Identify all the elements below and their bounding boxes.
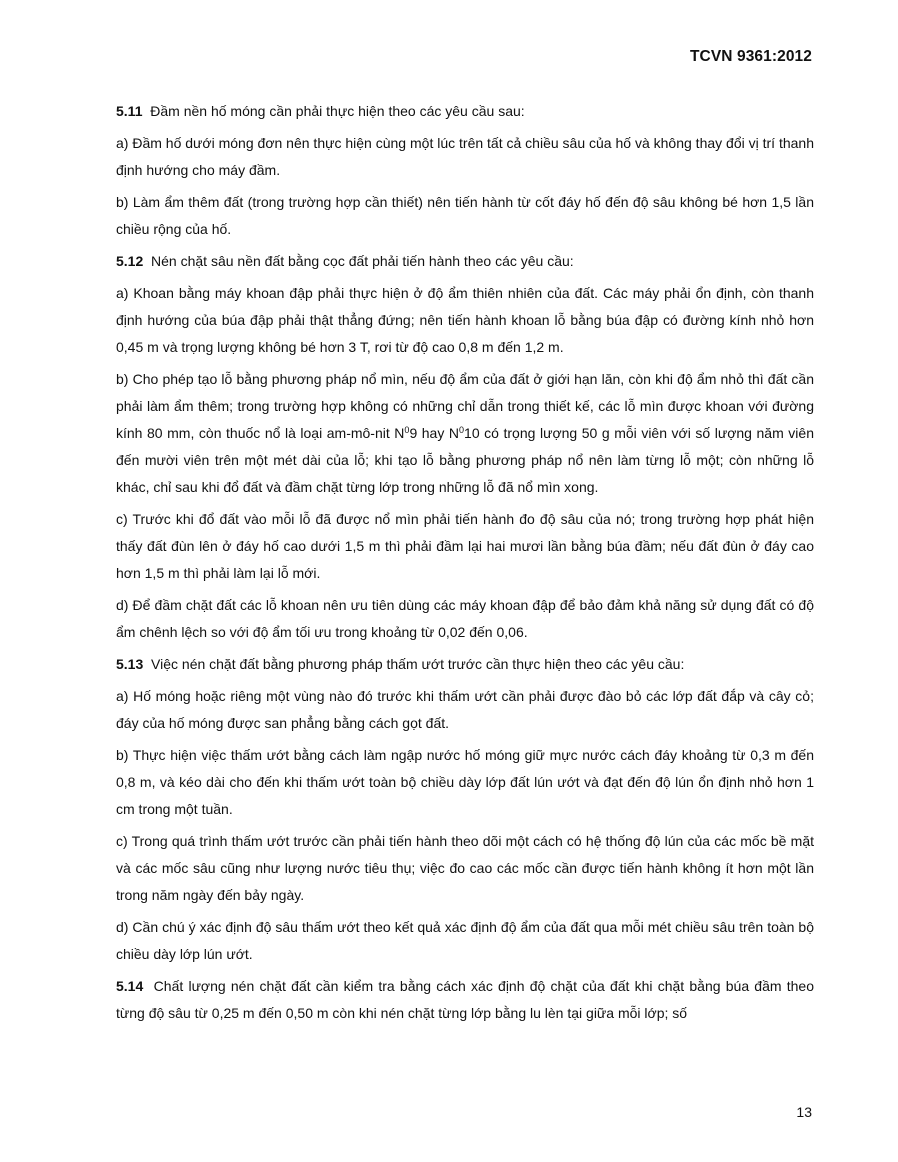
clause-5-11-b: b) Làm ẩm thêm đất (trong trường hợp cần thiết) nên tiến hành từ cốt đáy hố đến độ sâu không bé hơn 1,5 lần chiều rộng của hố. — [116, 194, 814, 237]
clause-5-12 — [116, 248, 814, 275]
document-body — [116, 98, 814, 1032]
clause-number: 5.14 — [116, 978, 144, 994]
standard-code: TCVN 9361:2012 — [689, 48, 812, 65]
clause-5-11 — [116, 98, 814, 125]
page-number: 13 — [796, 1104, 812, 1120]
clause-text: Đầm nền hố móng cần phải thực hiện theo các yêu cầu sau: — [150, 103, 525, 119]
superscript: 0 — [404, 425, 410, 436]
clause-text-part: 9 hay N — [409, 425, 460, 441]
clause-5-12-d: d) Để đầm chặt đất các lỗ khoan nên ưu tiên dùng các máy khoan đập để bảo đảm khả năng sử dụng đất có độ ẩm chênh lệch so với độ ẩm tối ưu trong khoảng từ 0,02 đến 0,06. — [116, 597, 814, 640]
clause-text: Chất lượng nén chặt đất cần kiểm tra bằng cách xác định độ chặt của đất khi chặt bằng búa đầm theo từng độ sâu từ 0,25 m đến 0,50 m còn khi nén chặt từng lớp bằng lu lèn tại giữa mỗi lớp; số — [116, 978, 815, 1021]
clause-number: 5.12 — [116, 253, 144, 269]
clause-5-13-a: a) Hố móng hoặc riêng một vùng nào đó trước khi thấm ướt cần phải được đào bỏ các lớp đất đắp và cây cỏ; đáy của hố móng được san phẳng bằng cách gọt đất. — [116, 688, 814, 731]
clause-text: Nén chặt sâu nền đất bằng cọc đất phải tiến hành theo các yêu cầu: — [151, 253, 574, 269]
clause-text-part: b) Cho phép tạo lỗ bằng phương pháp nổ mìn, nếu độ ẩm của đất ở giới hạn lăn, còn khi độ ẩm nhỏ thì đất cần phải làm ẩm thêm; trong trường hợp không có những chỉ dẫn trong thiết kế, các lỗ mìn được khoan với đường kính 80 mm, còn thuốc nổ là loại am-mô-nit N — [116, 371, 814, 441]
clause-5-14 — [116, 973, 814, 1027]
clause-5-13 — [116, 651, 814, 678]
clause-5-12-a: a) Khoan bằng máy khoan đập phải thực hiện ở độ ẩm thiên nhiên của đất. Các máy phải ổn định, còn thanh định hướng của búa đập phải thật thẳng đứng; nên tiến hành khoan lỗ bằng búa đập có đường kính nhỏ hơn 0,45 m và trọng lượng không bé hơn 3 T, rơi từ độ cao 0,8 m đến 1,2 m. — [116, 285, 814, 355]
superscript: 0 — [459, 425, 465, 436]
clause-text: Việc nén chặt đất bằng phương pháp thấm ướt trước cần thực hiện theo các yêu cầu: — [151, 656, 685, 672]
clause-number: 5.13 — [116, 656, 144, 672]
clause-text-part: 10 có trọng lượng 50 g mỗi viên với số lượng năm viên đến mười viên trên một mét dài của lỗ; khi tạo lỗ bằng phương pháp nổ nên làm từng lỗ một; còn những lỗ khác, chỉ sau khi đổ đất và đầm chặt từng lớp trong những lỗ đã nổ mìn xong. — [116, 425, 814, 495]
clause-5-11-a: a) Đầm hố dưới móng đơn nên thực hiện cùng một lúc trên tất cả chiều sâu của hố và không thay đổi vị trí thanh định hướng cho máy đầm. — [116, 135, 814, 178]
clause-5-13-d: d) Cần chú ý xác định độ sâu thấm ướt theo kết quả xác định độ ẩm của đất qua mỗi mét chiều sâu trên toàn bộ chiều dày lớp lún ướt. — [116, 919, 814, 962]
clause-5-13-c: c) Trong quá trình thấm ướt trước cần phải tiến hành theo dõi một cách có hệ thống độ lún của các mốc bề mặt và các mốc sâu cũng như lượng nước tiêu thụ; việc đo cao các mốc cần được tiến hành không ít hơn một lần trong năm ngày đến bảy ngày. — [116, 833, 814, 903]
clause-5-13-b: b) Thực hiện việc thấm ướt bằng cách làm ngập nước hố móng giữ mực nước cách đáy khoảng từ 0,3 m đến 0,8 m, và kéo dài cho đến khi thấm ướt toàn bộ chiều dày lớp đất lún ướt và đạt đến độ lún ổn định nhỏ hơn 1 cm trong một tuần. — [116, 747, 814, 817]
clause-5-12-c: c) Trước khi đổ đất vào mỗi lỗ đã được nổ mìn phải tiến hành đo độ sâu của nó; trong trường hợp phát hiện thấy đất đùn lên ở đáy hố cao dưới 1,5 m thì phải đầm lại hai mươi lần bằng búa đầm; nếu đất đùn ở đáy cao hơn 1,5 m thì phải làm lại lỗ mới. — [116, 511, 814, 581]
clause-number: 5.11 — [116, 103, 143, 119]
clause-5-12-b — [116, 366, 814, 501]
